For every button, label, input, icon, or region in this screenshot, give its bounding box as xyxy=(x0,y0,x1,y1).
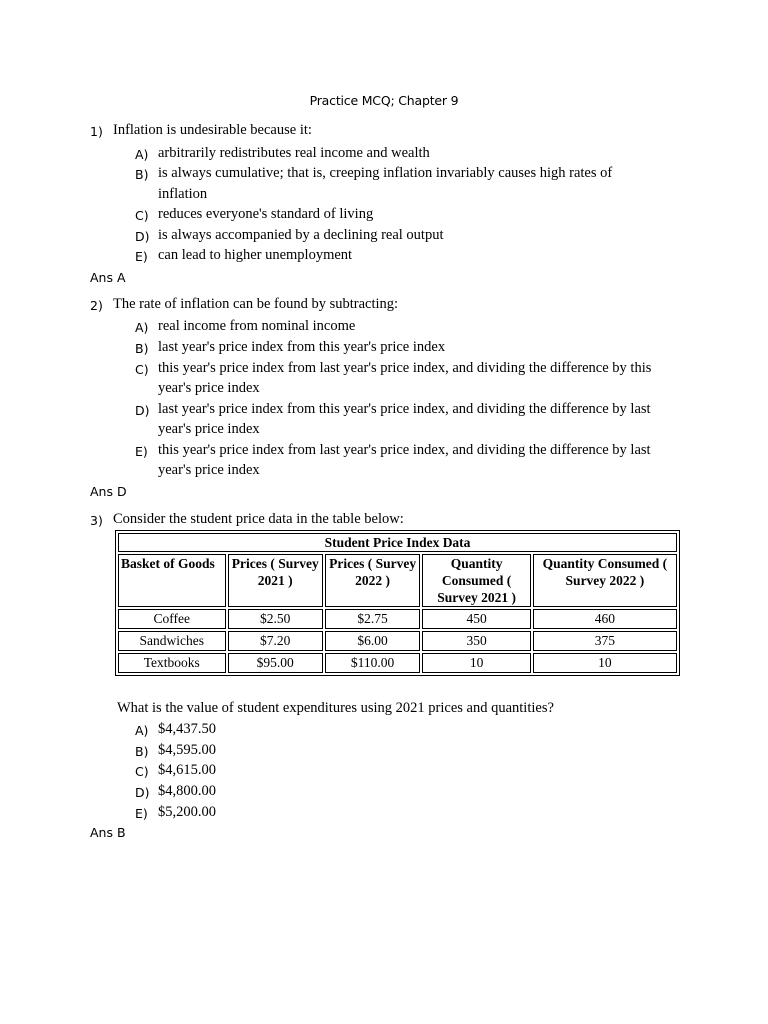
table-row xyxy=(118,653,677,673)
table-cell: 460 xyxy=(533,609,677,629)
q2-answer: Ans D xyxy=(90,484,127,499)
q2-option-b: last year's price index from this year's price index xyxy=(158,339,446,355)
table-cell: $2.50 xyxy=(228,609,323,629)
question-3-prompt: What is the value of student expenditures using 2021 prices and quantities? xyxy=(117,700,554,716)
table-cell: 450 xyxy=(422,609,531,629)
table-header: Quantity Consumed ( Survey 2022 ) xyxy=(533,554,677,607)
q2-option-d-line-1: last year's price index from this year's price index, and dividing the difference by last xyxy=(158,401,651,417)
q1-option-b-letter: B) xyxy=(135,167,149,182)
table-cell: Sandwiches xyxy=(118,631,226,651)
q1-option-b-line-2: inflation xyxy=(158,186,208,202)
q1-option-e: can lead to higher unemployment xyxy=(158,247,353,263)
question-1-number: 1) xyxy=(90,124,103,139)
q3-option-e: $5,200.00 xyxy=(158,804,216,820)
q2-option-e-line-2: year's price index xyxy=(158,462,260,478)
table-caption: Student Price Index Data xyxy=(118,533,677,552)
question-3-text: Consider the student price data in the table below: xyxy=(113,511,404,527)
table-header: Basket of Goods xyxy=(118,554,226,607)
question-1-text: Inflation is undesirable because it: xyxy=(113,122,312,138)
q2-option-a: real income from nominal income xyxy=(158,318,356,334)
q2-option-b-letter: B) xyxy=(135,341,149,356)
table-cell: 10 xyxy=(533,653,677,673)
page-title: Practice MCQ; Chapter 9 xyxy=(309,93,459,108)
q2-option-d-letter: D) xyxy=(135,403,150,418)
table-cell: 350 xyxy=(422,631,531,651)
q1-answer: Ans A xyxy=(90,270,126,285)
table-cell: Textbooks xyxy=(118,653,226,673)
q3-option-b-letter: B) xyxy=(135,744,149,759)
question-2-text: The rate of inflation can be found by subtracting: xyxy=(113,296,399,312)
table-header: Quantity Consumed ( Survey 2021 ) xyxy=(422,554,531,607)
table-header: Prices ( Survey 2021 ) xyxy=(228,554,323,607)
table-cell: $2.75 xyxy=(325,609,420,629)
q2-option-c-letter: C) xyxy=(135,362,149,377)
q2-option-e-letter: E) xyxy=(135,444,148,459)
q2-option-a-letter: A) xyxy=(135,320,149,335)
q3-answer: Ans B xyxy=(90,825,126,840)
q3-option-c-letter: C) xyxy=(135,764,149,779)
table-header-row xyxy=(118,554,677,607)
q3-option-d: $4,800.00 xyxy=(158,783,216,799)
q3-option-e-letter: E) xyxy=(135,806,148,821)
q3-option-a-letter: A) xyxy=(135,723,149,738)
question-2-number: 2) xyxy=(90,298,103,313)
q1-option-d: is always accompanied by a declining real output xyxy=(158,227,444,243)
table-cell: Coffee xyxy=(118,609,226,629)
q2-option-e-line-1: this year's price index from last year's price index, and dividing the difference by last xyxy=(158,442,651,458)
q1-option-a-letter: A) xyxy=(135,147,149,162)
q3-option-c: $4,615.00 xyxy=(158,762,216,778)
table-cell: 375 xyxy=(533,631,677,651)
table-cell: $6.00 xyxy=(325,631,420,651)
q3-option-a: $4,437.50 xyxy=(158,721,216,737)
q1-option-e-letter: E) xyxy=(135,249,148,264)
table-header: Prices ( Survey 2022 ) xyxy=(325,554,420,607)
q1-option-c: reduces everyone's standard of living xyxy=(158,206,374,222)
q2-option-c-line-1: this year's price index from last year's price index, and dividing the difference by this xyxy=(158,360,652,376)
q1-option-d-letter: D) xyxy=(135,229,150,244)
question-3-number: 3) xyxy=(90,513,103,528)
table-cell: $95.00 xyxy=(228,653,323,673)
table-row xyxy=(118,631,677,651)
price-index-table xyxy=(115,530,680,676)
q1-option-c-letter: C) xyxy=(135,208,149,223)
table-cell: $7.20 xyxy=(228,631,323,651)
q2-option-c-line-2: year's price index xyxy=(158,380,260,396)
table-cell: 10 xyxy=(422,653,531,673)
q2-option-d-line-2: year's price index xyxy=(158,421,260,437)
q1-option-a: arbitrarily redistributes real income and wealth xyxy=(158,145,430,161)
q3-option-b: $4,595.00 xyxy=(158,742,216,758)
q1-option-b-line-1: is always cumulative; that is, creeping inflation invariably causes high rates of xyxy=(158,165,613,181)
table-row xyxy=(118,609,677,629)
q3-option-d-letter: D) xyxy=(135,785,150,800)
table-cell: $110.00 xyxy=(325,653,420,673)
table-caption-row xyxy=(118,533,677,552)
